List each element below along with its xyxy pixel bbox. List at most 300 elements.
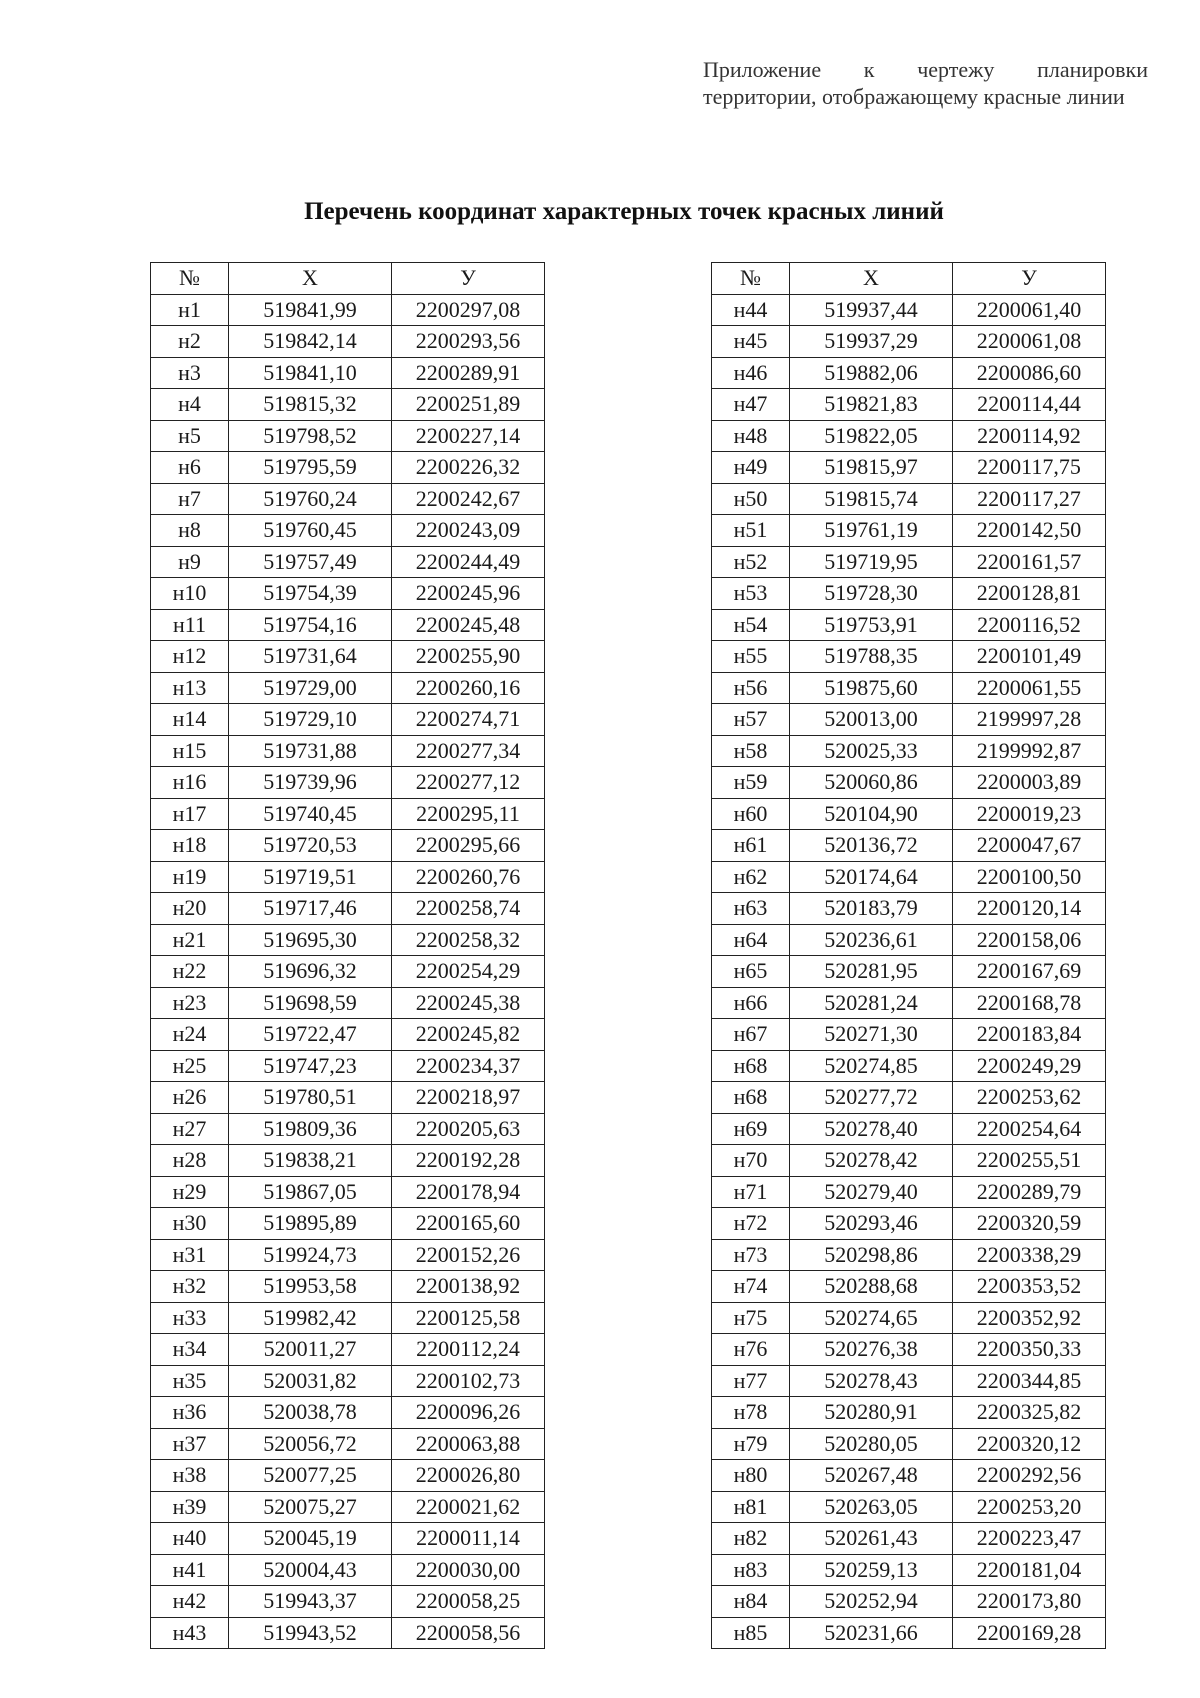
y-coordinate-cell: 2200019,23 xyxy=(953,798,1106,830)
y-coordinate-cell: 2200249,29 xyxy=(953,1050,1106,1082)
table-row xyxy=(151,1302,545,1334)
x-coordinate-cell: 519754,16 xyxy=(229,609,392,641)
x-coordinate-cell: 519822,05 xyxy=(790,420,953,452)
x-coordinate-cell: 519795,59 xyxy=(229,452,392,484)
point-number-cell: н19 xyxy=(151,861,229,893)
x-coordinate-cell: 519698,59 xyxy=(229,987,392,1019)
appendix-note: Приложение к чертежу планировки территории, отображающему красные линии xyxy=(703,57,1148,109)
x-coordinate-cell: 520280,91 xyxy=(790,1397,953,1429)
point-number-cell: н29 xyxy=(151,1176,229,1208)
table-row xyxy=(712,1271,1106,1303)
x-coordinate-cell: 519747,23 xyxy=(229,1050,392,1082)
point-number-cell: н22 xyxy=(151,956,229,988)
y-coordinate-cell: 2200165,60 xyxy=(392,1208,545,1240)
point-number-cell: н35 xyxy=(151,1365,229,1397)
point-number-cell: н71 xyxy=(712,1176,790,1208)
y-coordinate-cell: 2200234,37 xyxy=(392,1050,545,1082)
table-row xyxy=(712,1365,1106,1397)
y-coordinate-cell: 2200030,00 xyxy=(392,1554,545,1586)
table-row xyxy=(712,1302,1106,1334)
table-row xyxy=(712,1460,1106,1492)
x-coordinate-cell: 520236,61 xyxy=(790,924,953,956)
y-coordinate-cell: 2200226,32 xyxy=(392,452,545,484)
y-coordinate-cell: 2200161,57 xyxy=(953,546,1106,578)
table-row xyxy=(712,672,1106,704)
x-coordinate-cell: 520278,43 xyxy=(790,1365,953,1397)
point-number-cell: н1 xyxy=(151,294,229,326)
point-number-cell: н43 xyxy=(151,1617,229,1649)
point-number-cell: н31 xyxy=(151,1239,229,1271)
table-row xyxy=(712,1145,1106,1177)
table-row xyxy=(151,1334,545,1366)
y-coordinate-cell: 2200289,79 xyxy=(953,1176,1106,1208)
x-coordinate-cell: 519953,58 xyxy=(229,1271,392,1303)
coordinates-table-right xyxy=(711,262,1106,1649)
x-coordinate-cell: 519924,73 xyxy=(229,1239,392,1271)
x-coordinate-cell: 520267,48 xyxy=(790,1460,953,1492)
table-row xyxy=(712,1554,1106,1586)
x-coordinate-cell: 519739,96 xyxy=(229,767,392,799)
point-number-cell: н12 xyxy=(151,641,229,673)
point-number-cell: н69 xyxy=(712,1113,790,1145)
x-coordinate-cell: 519728,30 xyxy=(790,578,953,610)
y-coordinate-cell: 2200260,76 xyxy=(392,861,545,893)
x-coordinate-cell: 520263,05 xyxy=(790,1491,953,1523)
table-header-row xyxy=(712,263,1106,295)
point-number-cell: н28 xyxy=(151,1145,229,1177)
table-row xyxy=(712,609,1106,641)
table-row xyxy=(151,1491,545,1523)
x-coordinate-cell: 519798,52 xyxy=(229,420,392,452)
x-coordinate-cell: 519731,88 xyxy=(229,735,392,767)
coordinates-table-left xyxy=(150,262,545,1649)
y-coordinate-cell: 2200152,26 xyxy=(392,1239,545,1271)
point-number-cell: н57 xyxy=(712,704,790,736)
x-coordinate-cell: 519875,60 xyxy=(790,672,953,704)
point-number-cell: н24 xyxy=(151,1019,229,1051)
y-coordinate-cell: 2200350,33 xyxy=(953,1334,1106,1366)
table-row xyxy=(712,1050,1106,1082)
x-coordinate-cell: 519761,19 xyxy=(790,515,953,547)
table-row xyxy=(712,798,1106,830)
table-row xyxy=(712,452,1106,484)
y-coordinate-cell: 2200243,09 xyxy=(392,515,545,547)
x-coordinate-cell: 519937,44 xyxy=(790,294,953,326)
point-number-cell: н18 xyxy=(151,830,229,862)
x-coordinate-cell: 520259,13 xyxy=(790,1554,953,1586)
y-coordinate-cell: 2200227,14 xyxy=(392,420,545,452)
y-coordinate-cell: 2200292,56 xyxy=(953,1460,1106,1492)
table-row xyxy=(151,326,545,358)
table-row xyxy=(712,767,1106,799)
column-header-number: № xyxy=(151,263,229,295)
point-number-cell: н10 xyxy=(151,578,229,610)
point-number-cell: н7 xyxy=(151,483,229,515)
x-coordinate-cell: 520056,72 xyxy=(229,1428,392,1460)
y-coordinate-cell: 2200253,20 xyxy=(953,1491,1106,1523)
x-coordinate-cell: 519720,53 xyxy=(229,830,392,862)
y-coordinate-cell: 2200338,29 xyxy=(953,1239,1106,1271)
x-coordinate-cell: 519867,05 xyxy=(229,1176,392,1208)
point-number-cell: н39 xyxy=(151,1491,229,1523)
point-number-cell: н62 xyxy=(712,861,790,893)
y-coordinate-cell: 2200277,12 xyxy=(392,767,545,799)
y-coordinate-cell: 2200245,38 xyxy=(392,987,545,1019)
point-number-cell: н63 xyxy=(712,893,790,925)
y-coordinate-cell: 2200114,92 xyxy=(953,420,1106,452)
x-coordinate-cell: 519780,51 xyxy=(229,1082,392,1114)
point-number-cell: н64 xyxy=(712,924,790,956)
table-row xyxy=(712,861,1106,893)
point-number-cell: н44 xyxy=(712,294,790,326)
table-row xyxy=(151,1554,545,1586)
x-coordinate-cell: 519757,49 xyxy=(229,546,392,578)
y-coordinate-cell: 2200086,60 xyxy=(953,357,1106,389)
y-coordinate-cell: 2200289,91 xyxy=(392,357,545,389)
point-number-cell: н17 xyxy=(151,798,229,830)
table-row xyxy=(712,389,1106,421)
point-number-cell: н5 xyxy=(151,420,229,452)
point-number-cell: н73 xyxy=(712,1239,790,1271)
table-row xyxy=(712,420,1106,452)
x-coordinate-cell: 519815,97 xyxy=(790,452,953,484)
y-coordinate-cell: 2200096,26 xyxy=(392,1397,545,1429)
y-coordinate-cell: 2200242,67 xyxy=(392,483,545,515)
table-row xyxy=(151,294,545,326)
y-coordinate-cell: 2200021,62 xyxy=(392,1491,545,1523)
table-header-row xyxy=(151,263,545,295)
point-number-cell: н21 xyxy=(151,924,229,956)
table-row xyxy=(712,1208,1106,1240)
point-number-cell: н15 xyxy=(151,735,229,767)
x-coordinate-cell: 520104,90 xyxy=(790,798,953,830)
y-coordinate-cell: 2200128,81 xyxy=(953,578,1106,610)
x-coordinate-cell: 519719,51 xyxy=(229,861,392,893)
point-number-cell: н78 xyxy=(712,1397,790,1429)
point-number-cell: н20 xyxy=(151,893,229,925)
table-row xyxy=(151,546,545,578)
x-coordinate-cell: 520077,25 xyxy=(229,1460,392,1492)
y-coordinate-cell: 2200245,48 xyxy=(392,609,545,641)
point-number-cell: н79 xyxy=(712,1428,790,1460)
x-coordinate-cell: 519982,42 xyxy=(229,1302,392,1334)
x-coordinate-cell: 519788,35 xyxy=(790,641,953,673)
point-number-cell: н80 xyxy=(712,1460,790,1492)
table-row xyxy=(151,483,545,515)
y-coordinate-cell: 2200192,28 xyxy=(392,1145,545,1177)
y-coordinate-cell: 2200293,56 xyxy=(392,326,545,358)
table-row xyxy=(712,735,1106,767)
y-coordinate-cell: 2200058,56 xyxy=(392,1617,545,1649)
y-coordinate-cell: 2200168,78 xyxy=(953,987,1106,1019)
y-coordinate-cell: 2200277,34 xyxy=(392,735,545,767)
document-title: Перечень координат характерных точек красных линий xyxy=(304,198,944,225)
y-coordinate-cell: 2200117,75 xyxy=(953,452,1106,484)
table-row xyxy=(151,420,545,452)
y-coordinate-cell: 2200117,27 xyxy=(953,483,1106,515)
point-number-cell: н60 xyxy=(712,798,790,830)
table-row xyxy=(712,956,1106,988)
table-row xyxy=(151,1050,545,1082)
table-row xyxy=(712,987,1106,1019)
y-coordinate-cell: 2200003,89 xyxy=(953,767,1106,799)
point-number-cell: н70 xyxy=(712,1145,790,1177)
x-coordinate-cell: 519821,83 xyxy=(790,389,953,421)
table-row xyxy=(151,924,545,956)
x-coordinate-cell: 519937,29 xyxy=(790,326,953,358)
y-coordinate-cell: 2200205,63 xyxy=(392,1113,545,1145)
y-coordinate-cell: 2200112,24 xyxy=(392,1334,545,1366)
y-coordinate-cell: 2200063,88 xyxy=(392,1428,545,1460)
x-coordinate-cell: 520281,24 xyxy=(790,987,953,1019)
x-coordinate-cell: 519754,39 xyxy=(229,578,392,610)
point-number-cell: н85 xyxy=(712,1617,790,1649)
point-number-cell: н13 xyxy=(151,672,229,704)
point-number-cell: н38 xyxy=(151,1460,229,1492)
y-coordinate-cell: 2199992,87 xyxy=(953,735,1106,767)
point-number-cell: н72 xyxy=(712,1208,790,1240)
table-row xyxy=(712,1334,1106,1366)
table-row xyxy=(712,1113,1106,1145)
y-coordinate-cell: 2200274,71 xyxy=(392,704,545,736)
table-row xyxy=(712,1082,1106,1114)
x-coordinate-cell: 519943,37 xyxy=(229,1586,392,1618)
point-number-cell: н59 xyxy=(712,767,790,799)
x-coordinate-cell: 519695,30 xyxy=(229,924,392,956)
y-coordinate-cell: 2200181,04 xyxy=(953,1554,1106,1586)
y-coordinate-cell: 2200167,69 xyxy=(953,956,1106,988)
point-number-cell: н65 xyxy=(712,956,790,988)
y-coordinate-cell: 2200158,06 xyxy=(953,924,1106,956)
table-row xyxy=(712,515,1106,547)
x-coordinate-cell: 520013,00 xyxy=(790,704,953,736)
y-coordinate-cell: 2200245,96 xyxy=(392,578,545,610)
point-number-cell: н67 xyxy=(712,1019,790,1051)
y-coordinate-cell: 2200344,85 xyxy=(953,1365,1106,1397)
point-number-cell: н58 xyxy=(712,735,790,767)
point-number-cell: н75 xyxy=(712,1302,790,1334)
point-number-cell: н8 xyxy=(151,515,229,547)
y-coordinate-cell: 2200245,82 xyxy=(392,1019,545,1051)
point-number-cell: н33 xyxy=(151,1302,229,1334)
x-coordinate-cell: 520011,27 xyxy=(229,1334,392,1366)
column-header-y: У xyxy=(392,263,545,295)
table-row xyxy=(151,830,545,862)
point-number-cell: н53 xyxy=(712,578,790,610)
x-coordinate-cell: 520278,42 xyxy=(790,1145,953,1177)
x-coordinate-cell: 519719,95 xyxy=(790,546,953,578)
y-coordinate-cell: 2200297,08 xyxy=(392,294,545,326)
x-coordinate-cell: 520278,40 xyxy=(790,1113,953,1145)
point-number-cell: н34 xyxy=(151,1334,229,1366)
point-number-cell: н25 xyxy=(151,1050,229,1082)
table-row xyxy=(151,1428,545,1460)
y-coordinate-cell: 2200353,52 xyxy=(953,1271,1106,1303)
x-coordinate-cell: 519815,32 xyxy=(229,389,392,421)
table-row xyxy=(151,1617,545,1649)
table-row xyxy=(712,483,1106,515)
y-coordinate-cell: 2200253,62 xyxy=(953,1082,1106,1114)
y-coordinate-cell: 2200100,50 xyxy=(953,861,1106,893)
table-row xyxy=(151,1586,545,1618)
x-coordinate-cell: 520288,68 xyxy=(790,1271,953,1303)
point-number-cell: н4 xyxy=(151,389,229,421)
y-coordinate-cell: 2200011,14 xyxy=(392,1523,545,1555)
y-coordinate-cell: 2200258,32 xyxy=(392,924,545,956)
y-coordinate-cell: 2200223,47 xyxy=(953,1523,1106,1555)
point-number-cell: н55 xyxy=(712,641,790,673)
point-number-cell: н52 xyxy=(712,546,790,578)
x-coordinate-cell: 520183,79 xyxy=(790,893,953,925)
point-number-cell: н45 xyxy=(712,326,790,358)
y-coordinate-cell: 2200255,51 xyxy=(953,1145,1106,1177)
y-coordinate-cell: 2200047,67 xyxy=(953,830,1106,862)
y-coordinate-cell: 2200101,49 xyxy=(953,641,1106,673)
point-number-cell: н36 xyxy=(151,1397,229,1429)
point-number-cell: н49 xyxy=(712,452,790,484)
table-row xyxy=(151,1208,545,1240)
y-coordinate-cell: 2200102,73 xyxy=(392,1365,545,1397)
x-coordinate-cell: 520274,85 xyxy=(790,1050,953,1082)
table-row xyxy=(151,609,545,641)
y-coordinate-cell: 2200116,52 xyxy=(953,609,1106,641)
point-number-cell: н68 xyxy=(712,1050,790,1082)
table-row xyxy=(151,704,545,736)
table-row xyxy=(151,1239,545,1271)
y-coordinate-cell: 2200218,97 xyxy=(392,1082,545,1114)
table-row xyxy=(712,326,1106,358)
table-row xyxy=(151,1397,545,1429)
point-number-cell: н23 xyxy=(151,987,229,1019)
point-number-cell: н46 xyxy=(712,357,790,389)
y-coordinate-cell: 2200061,40 xyxy=(953,294,1106,326)
point-number-cell: н9 xyxy=(151,546,229,578)
x-coordinate-cell: 520271,30 xyxy=(790,1019,953,1051)
x-coordinate-cell: 520231,66 xyxy=(790,1617,953,1649)
table-row xyxy=(151,893,545,925)
y-coordinate-cell: 2200251,89 xyxy=(392,389,545,421)
table-row xyxy=(151,1113,545,1145)
x-coordinate-cell: 520004,43 xyxy=(229,1554,392,1586)
table-row xyxy=(151,1365,545,1397)
table-row xyxy=(712,1428,1106,1460)
y-coordinate-cell: 2200258,74 xyxy=(392,893,545,925)
x-coordinate-cell: 520293,46 xyxy=(790,1208,953,1240)
table-row xyxy=(712,924,1106,956)
table-row xyxy=(151,987,545,1019)
y-coordinate-cell: 2200183,84 xyxy=(953,1019,1106,1051)
x-coordinate-cell: 520276,38 xyxy=(790,1334,953,1366)
point-number-cell: н83 xyxy=(712,1554,790,1586)
point-number-cell: н51 xyxy=(712,515,790,547)
table-row xyxy=(151,515,545,547)
table-row xyxy=(712,1019,1106,1051)
point-number-cell: н47 xyxy=(712,389,790,421)
y-coordinate-cell: 2200114,44 xyxy=(953,389,1106,421)
table-row xyxy=(712,1397,1106,1429)
column-header-number: № xyxy=(712,263,790,295)
x-coordinate-cell: 520261,43 xyxy=(790,1523,953,1555)
y-coordinate-cell: 2200058,25 xyxy=(392,1586,545,1618)
y-coordinate-cell: 2200295,11 xyxy=(392,798,545,830)
table-row xyxy=(712,294,1106,326)
table-row xyxy=(712,893,1106,925)
table-row xyxy=(151,389,545,421)
point-number-cell: н74 xyxy=(712,1271,790,1303)
table-row xyxy=(151,452,545,484)
table-row xyxy=(151,1082,545,1114)
y-coordinate-cell: 2200061,08 xyxy=(953,326,1106,358)
x-coordinate-cell: 519943,52 xyxy=(229,1617,392,1649)
table-row xyxy=(712,704,1106,736)
y-coordinate-cell: 2200352,92 xyxy=(953,1302,1106,1334)
point-number-cell: н42 xyxy=(151,1586,229,1618)
point-number-cell: н54 xyxy=(712,609,790,641)
y-coordinate-cell: 2200325,82 xyxy=(953,1397,1106,1429)
y-coordinate-cell: 2200120,14 xyxy=(953,893,1106,925)
table-row xyxy=(151,956,545,988)
table-row xyxy=(151,735,545,767)
x-coordinate-cell: 519729,00 xyxy=(229,672,392,704)
x-coordinate-cell: 520174,64 xyxy=(790,861,953,893)
x-coordinate-cell: 519809,36 xyxy=(229,1113,392,1145)
point-number-cell: н16 xyxy=(151,767,229,799)
point-number-cell: н82 xyxy=(712,1523,790,1555)
x-coordinate-cell: 519696,32 xyxy=(229,956,392,988)
y-coordinate-cell: 2200254,29 xyxy=(392,956,545,988)
table-row xyxy=(712,1239,1106,1271)
x-coordinate-cell: 520031,82 xyxy=(229,1365,392,1397)
x-coordinate-cell: 520025,33 xyxy=(790,735,953,767)
x-coordinate-cell: 519731,64 xyxy=(229,641,392,673)
y-coordinate-cell: 2200061,55 xyxy=(953,672,1106,704)
x-coordinate-cell: 519895,89 xyxy=(229,1208,392,1240)
x-coordinate-cell: 519740,45 xyxy=(229,798,392,830)
y-coordinate-cell: 2200142,50 xyxy=(953,515,1106,547)
x-coordinate-cell: 520277,72 xyxy=(790,1082,953,1114)
table-row xyxy=(712,1491,1106,1523)
point-number-cell: н2 xyxy=(151,326,229,358)
x-coordinate-cell: 520274,65 xyxy=(790,1302,953,1334)
table-row xyxy=(712,1617,1106,1649)
point-number-cell: н48 xyxy=(712,420,790,452)
point-number-cell: н40 xyxy=(151,1523,229,1555)
y-coordinate-cell: 2200169,28 xyxy=(953,1617,1106,1649)
x-coordinate-cell: 520038,78 xyxy=(229,1397,392,1429)
x-coordinate-cell: 519729,10 xyxy=(229,704,392,736)
point-number-cell: н84 xyxy=(712,1586,790,1618)
table-row xyxy=(151,1145,545,1177)
table-row xyxy=(712,357,1106,389)
table-row xyxy=(151,861,545,893)
table-row xyxy=(712,578,1106,610)
table-row xyxy=(151,641,545,673)
x-coordinate-cell: 520136,72 xyxy=(790,830,953,862)
x-coordinate-cell: 520281,95 xyxy=(790,956,953,988)
x-coordinate-cell: 519717,46 xyxy=(229,893,392,925)
point-number-cell: н50 xyxy=(712,483,790,515)
column-header-x: X xyxy=(790,263,953,295)
table-row xyxy=(151,1460,545,1492)
x-coordinate-cell: 520252,94 xyxy=(790,1586,953,1618)
y-coordinate-cell: 2200295,66 xyxy=(392,830,545,862)
column-header-y: У xyxy=(953,263,1106,295)
y-coordinate-cell: 2200260,16 xyxy=(392,672,545,704)
point-number-cell: н66 xyxy=(712,987,790,1019)
table-row xyxy=(151,1523,545,1555)
x-coordinate-cell: 519760,24 xyxy=(229,483,392,515)
x-coordinate-cell: 520060,86 xyxy=(790,767,953,799)
